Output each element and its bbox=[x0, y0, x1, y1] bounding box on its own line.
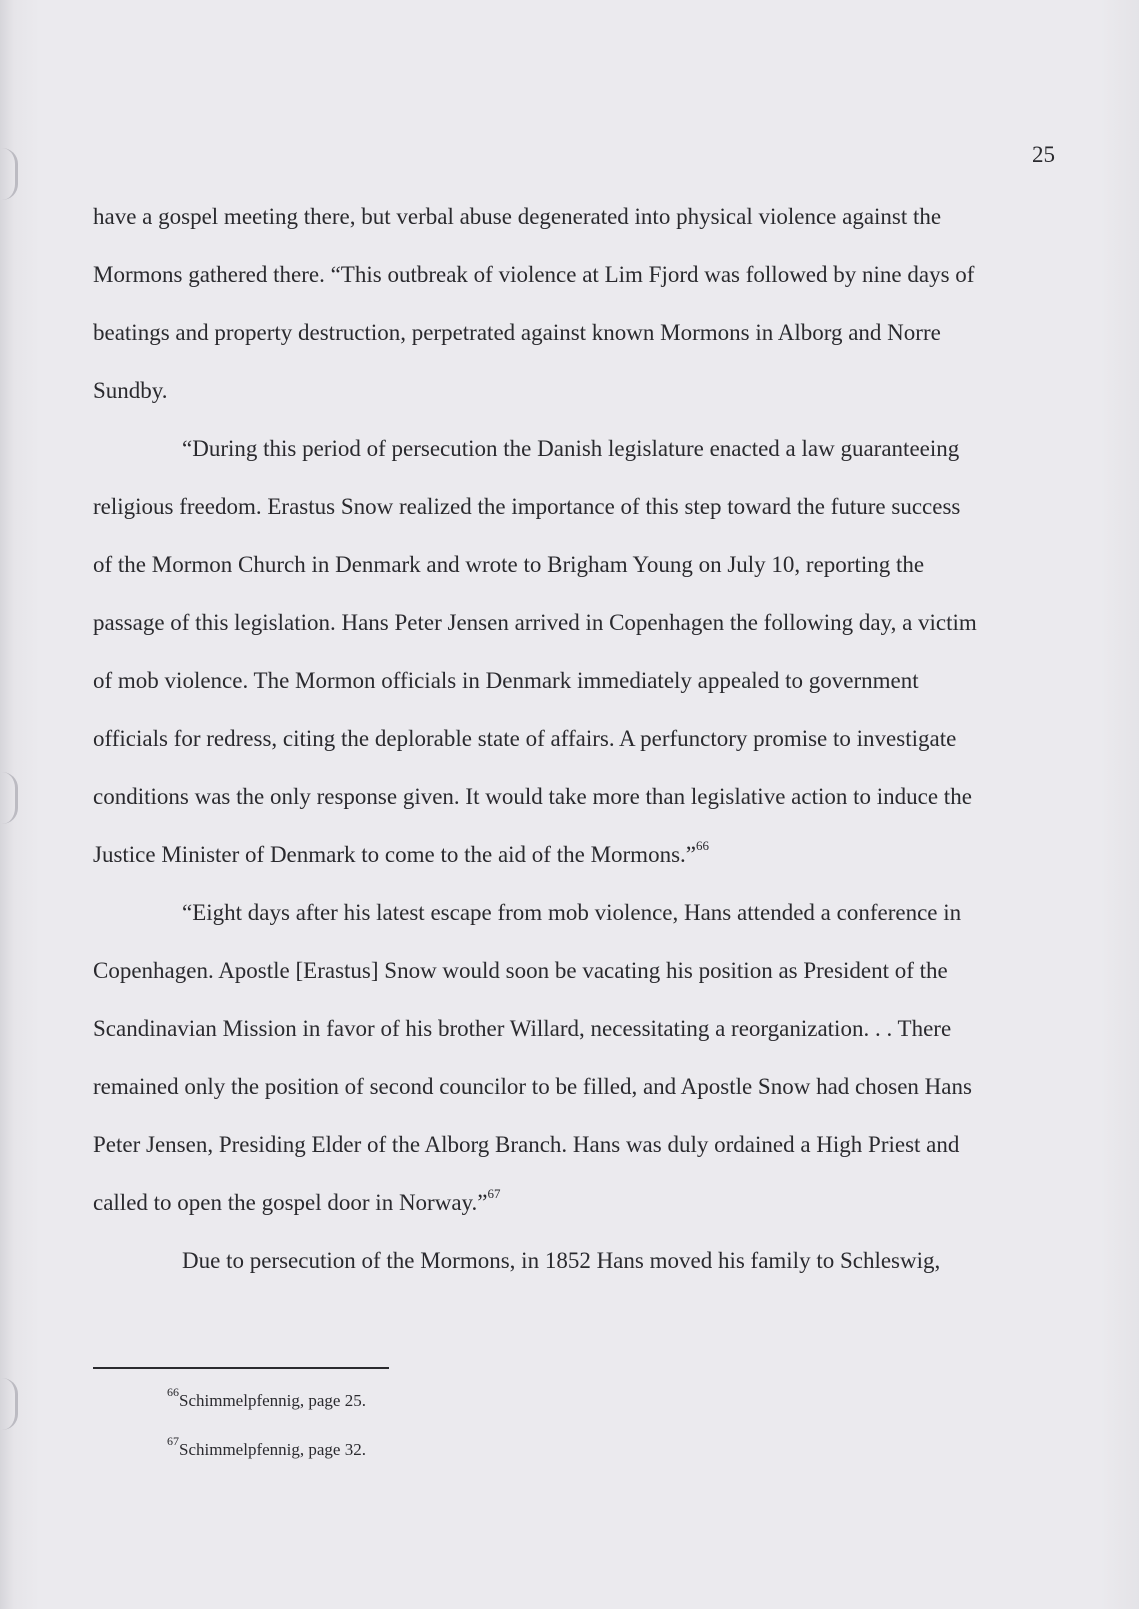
binder-hole-top bbox=[2, 148, 18, 200]
footnote-reference: 67 bbox=[487, 1186, 501, 1201]
paragraph-2-line: officials for redress, citing the deplorable state of affairs. A perfunctory promise to investigate bbox=[93, 726, 957, 751]
paragraph-4-line: Due to persecution of the Mormons, in 1852 Hans moved his family to Schleswig, bbox=[182, 1248, 941, 1273]
body-text bbox=[93, 188, 1053, 1290]
paragraph-2-line: religious freedom. Erastus Snow realized the importance of this step toward the future success bbox=[93, 494, 961, 519]
paragraph-2-line-text: Justice Minister of Denmark to come to the aid of the Mormons.” bbox=[93, 842, 696, 867]
footnote-text: Schimmelpfennig, page 25. bbox=[179, 1391, 366, 1410]
paragraph-2-line: “During this period of persecution the Danish legislature enacted a law guaranteeing bbox=[182, 436, 960, 461]
footnote-67 bbox=[167, 1434, 366, 1460]
page-number: 25 bbox=[1032, 142, 1055, 167]
paragraph-3-line: Copenhagen. Apostle [Erastus] Snow would soon be vacating his position as President of the bbox=[93, 958, 948, 983]
footnote-text: Schimmelpfennig, page 32. bbox=[179, 1440, 366, 1459]
paragraph-3-line: Scandinavian Mission in favor of his brother Willard, necessitating a reorganization. . . There bbox=[93, 1016, 952, 1041]
footnote-separator bbox=[93, 1367, 389, 1369]
paragraph-2-line: conditions was the only response given. It would take more than legislative action to induce the bbox=[93, 784, 972, 809]
paragraph-1-line: Mormons gathered there. “This outbreak of violence at Lim Fjord was followed by nine days of bbox=[93, 262, 975, 287]
paragraph-1-line: have a gospel meeting there, but verbal abuse degenerated into physical violence against the bbox=[93, 204, 942, 229]
paragraph-3-line-text: called to open the gospel door in Norway.” bbox=[93, 1190, 488, 1215]
paragraph-2-last-line bbox=[93, 826, 1053, 884]
footnote-number: 66 bbox=[167, 1385, 179, 1399]
footnote-66 bbox=[167, 1385, 366, 1411]
footnote-reference: 66 bbox=[695, 838, 709, 853]
paragraph-2-line: passage of this legislation. Hans Peter Jensen arrived in Copenhagen the following day, a victim bbox=[93, 610, 977, 635]
paragraph-2-line: of the Mormon Church in Denmark and wrote to Brigham Young on July 10, reporting the bbox=[93, 552, 925, 577]
binder-hole-bottom bbox=[2, 1378, 18, 1430]
binder-hole-middle bbox=[2, 772, 18, 824]
paragraph-2-line: of mob violence. The Mormon officials in Denmark immediately appealed to government bbox=[93, 668, 919, 693]
paragraph-3-line: “Eight days after his latest escape from mob violence, Hans attended a conference in bbox=[182, 900, 962, 925]
paragraph-3-last-line bbox=[93, 1174, 1053, 1232]
footnote-number: 67 bbox=[167, 1434, 179, 1448]
paragraph-3-line: remained only the position of second councilor to be filled, and Apostle Snow had chosen Hans bbox=[93, 1074, 972, 1099]
paragraph-1-line: beatings and property destruction, perpetrated against known Mormons in Alborg and Norre bbox=[93, 320, 941, 345]
paragraph-1-line: Sundby. bbox=[93, 378, 168, 403]
paragraph-3-line: Peter Jensen, Presiding Elder of the Alborg Branch. Hans was duly ordained a High Priest and bbox=[93, 1132, 960, 1157]
